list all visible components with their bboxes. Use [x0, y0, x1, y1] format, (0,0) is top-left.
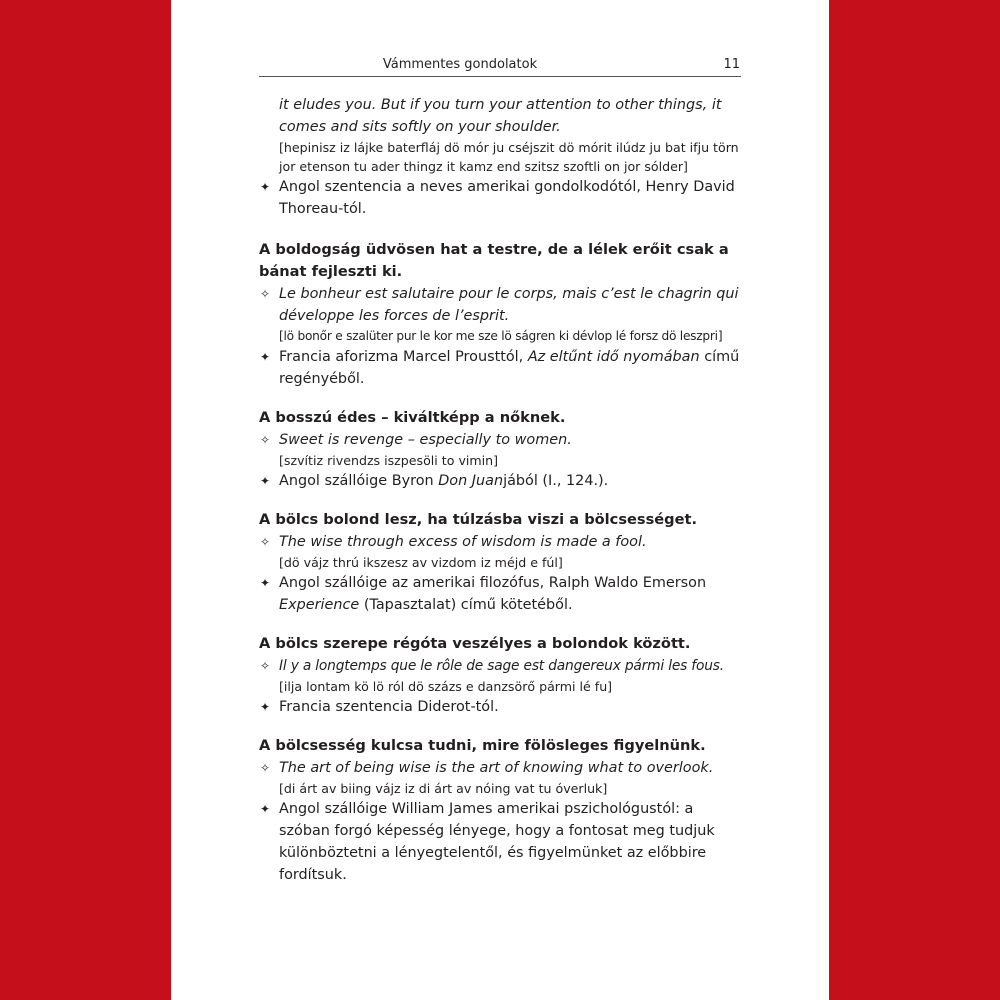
- quote-text: Le bonheur est salutaire pour le corps, mais c’est le chagrin qui développe les forces de l’esprit.: [279, 286, 739, 324]
- quote-line: [259, 531, 741, 553]
- pronunciation: [hepinisz iz lájke baterfláj dö mór ju cséjszit dö mórit ilúdz ju bat ifju törn jor etenson tu ader thingz it kamz end szitsz szoftli on jor sólder]: [279, 140, 739, 174]
- entry: [259, 735, 741, 886]
- quote-text: Sweet is revenge – especially to women.: [279, 432, 572, 448]
- quote-text: it eludes you. But if you turn your attention to other things, it comes and sits softly on your shoulder.: [279, 97, 722, 135]
- running-header: [259, 56, 741, 77]
- headword: A bosszú édes – kiváltképp a nőknek.: [259, 409, 566, 426]
- quote-text: The art of being wise is the art of knowing what to overlook.: [279, 760, 714, 776]
- hollow-four-point-star-icon: ✧: [260, 433, 271, 447]
- quote-line: [259, 429, 741, 451]
- quote-text: Il y a longtemps que le rôle de sage est dangereux pármi les fous.: [279, 658, 724, 674]
- filled-four-point-star-icon: ✦: [260, 576, 271, 590]
- source-note: ✦ Angol szállóige William James amerikai pszichológustól: a szóban forgó képesség lényege, hogy a fontosat meg tudjuk különböztetni a lényegtelentől, és figyelmünket az előbbire fordítsuk.: [259, 798, 741, 886]
- source-note: ✦ Francia szentencia Diderot-tól.: [259, 696, 741, 718]
- entry: [259, 509, 741, 616]
- headword: A bölcsesség kulcsa tudni, mire fölösleges figyelnünk.: [259, 737, 706, 754]
- entry: [259, 407, 741, 492]
- entry: [259, 239, 741, 390]
- page-number: 11: [723, 57, 740, 72]
- pronunciation: [szvítiz rivendzs iszpesöli to vimin]: [279, 453, 499, 468]
- pronunciation: [dö vájz thrú ikszesz av vizdom iz méjd e fúl]: [279, 555, 563, 570]
- source-note: ✦ Angol szentencia a neves amerikai gondolkodótól, Henry David Thoreau-tól.: [259, 176, 741, 220]
- quote-line: [259, 655, 741, 677]
- hollow-four-point-star-icon: ✧: [260, 761, 271, 775]
- headword: A boldogság üdvösen hat a testre, de a lélek erőit csak a bánat fejleszti ki.: [259, 241, 729, 280]
- hollow-four-point-star-icon: ✧: [260, 659, 271, 673]
- page-content: [259, 94, 741, 903]
- filled-four-point-star-icon: ✦: [260, 700, 271, 714]
- pronunciation: [ilja lontam kö lö ról dö százs e danzsörő pármi lé fu]: [279, 679, 613, 694]
- filled-four-point-star-icon: ✦: [260, 802, 271, 816]
- filled-four-point-star-icon: ✦: [260, 180, 271, 194]
- headword: A bölcs bolond lesz, ha túlzásba viszi a bölcsességet.: [259, 511, 698, 528]
- entry: [259, 633, 741, 718]
- quote-line: [259, 283, 741, 327]
- headword: A bölcs szerepe régóta veszélyes a bolondok között.: [259, 635, 691, 652]
- filled-four-point-star-icon: ✦: [260, 350, 271, 364]
- source-note: ✦ Francia aforizma Marcel Prousttól, Az eltűnt idő nyomában című regényéből.: [259, 346, 741, 390]
- filled-four-point-star-icon: ✦: [260, 474, 271, 488]
- quote-text: The wise through excess of wisdom is made a fool.: [279, 534, 647, 550]
- book-page: [171, 0, 829, 1000]
- quote-line: [259, 757, 741, 779]
- hollow-four-point-star-icon: ✧: [260, 535, 271, 549]
- pronunciation: [lö bonőr e szalüter pur le kor me sze lö ságren ki dévlop lé forsz dö leszpri]: [279, 329, 723, 343]
- hollow-four-point-star-icon: ✧: [260, 287, 271, 301]
- source-note: ✦ Angol szállóige az amerikai filozófus, Ralph Waldo Emerson Experience (Tapasztalat) című kötetéből.: [259, 572, 741, 616]
- source-note: ✦ Angol szállóige Byron Don Juanjából (I., 124.).: [259, 470, 741, 492]
- pronunciation: [di árt av biing vájz iz di árt av nóing vat tu óverluk]: [279, 781, 608, 796]
- running-title: Vámmentes gondolatok: [382, 57, 538, 72]
- entry-continued: [259, 94, 741, 220]
